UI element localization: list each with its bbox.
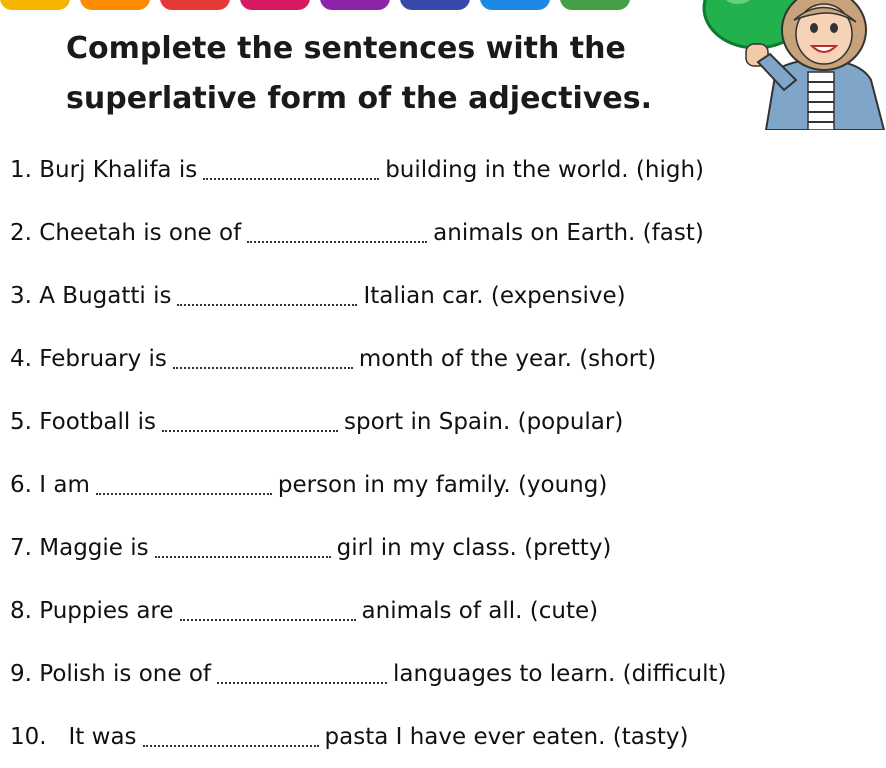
item-text-before: Polish is one of	[39, 660, 212, 687]
item-text-before: It was	[68, 723, 137, 750]
answer-blank[interactable]	[143, 735, 319, 747]
item-text-before: Maggie is	[39, 534, 149, 561]
item-text-after: languages to learn. (difficult)	[393, 660, 727, 687]
instructions-line-2: superlative form of the adjectives.	[66, 81, 652, 116]
answer-blank[interactable]	[162, 420, 338, 432]
answer-blank[interactable]	[96, 483, 272, 495]
item-text-before: Burj Khalifa is	[39, 156, 198, 183]
exercise-item-10	[10, 705, 886, 768]
answer-blank[interactable]	[173, 357, 353, 369]
item-number: 6.	[10, 471, 32, 498]
item-number: 4.	[10, 345, 32, 372]
item-text-before: Puppies are	[39, 597, 174, 624]
instructions-line-1: Complete the sentences with the	[66, 31, 626, 66]
item-number: 7.	[10, 534, 32, 561]
answer-blank[interactable]	[177, 294, 357, 306]
item-text-before: Football is	[39, 408, 156, 435]
item-text-before: Cheetah is one of	[39, 219, 242, 246]
item-number: 9.	[10, 660, 32, 687]
exercise-item-5	[10, 390, 886, 453]
item-text-after: pasta I have ever eaten. (tasty)	[324, 723, 689, 750]
item-text-after: Italian car. (expensive)	[363, 282, 626, 309]
bitmoji-teacher-icon	[696, 0, 886, 130]
exercise-item-4	[10, 327, 886, 390]
instructions-heading	[66, 24, 706, 124]
exercise-item-2	[10, 201, 886, 264]
exercise-item-3	[10, 264, 886, 327]
item-text-after: girl in my class. (pretty)	[336, 534, 612, 561]
item-text-after: animals of all. (cute)	[361, 597, 599, 624]
answer-blank[interactable]	[217, 672, 387, 684]
answer-blank[interactable]	[180, 609, 356, 621]
item-number: 8.	[10, 597, 32, 624]
item-number: 2.	[10, 219, 32, 246]
exercise-item-8	[10, 579, 886, 642]
item-number: 10.	[10, 723, 47, 750]
item-number: 5.	[10, 408, 32, 435]
item-text-after: month of the year. (short)	[358, 345, 657, 372]
item-text-before: A Bugatti is	[39, 282, 172, 309]
item-text-after: person in my family. (young)	[277, 471, 608, 498]
answer-blank[interactable]	[203, 168, 379, 180]
exercise-list	[10, 138, 886, 768]
rainbow-title-letters	[0, 0, 700, 14]
item-text-after: animals on Earth. (fast)	[433, 219, 704, 246]
item-number: 1.	[10, 156, 32, 183]
item-number: 3.	[10, 282, 32, 309]
item-text-after: sport in Spain. (popular)	[344, 408, 624, 435]
answer-blank[interactable]	[247, 231, 427, 243]
item-text-before: February is	[39, 345, 167, 372]
item-text-after: building in the world. (high)	[385, 156, 705, 183]
exercise-item-1	[10, 138, 886, 201]
item-text-before: I am	[39, 471, 90, 498]
answer-blank[interactable]	[155, 546, 331, 558]
exercise-item-7	[10, 516, 886, 579]
exercise-item-6	[10, 453, 886, 516]
exercise-item-9	[10, 642, 886, 705]
